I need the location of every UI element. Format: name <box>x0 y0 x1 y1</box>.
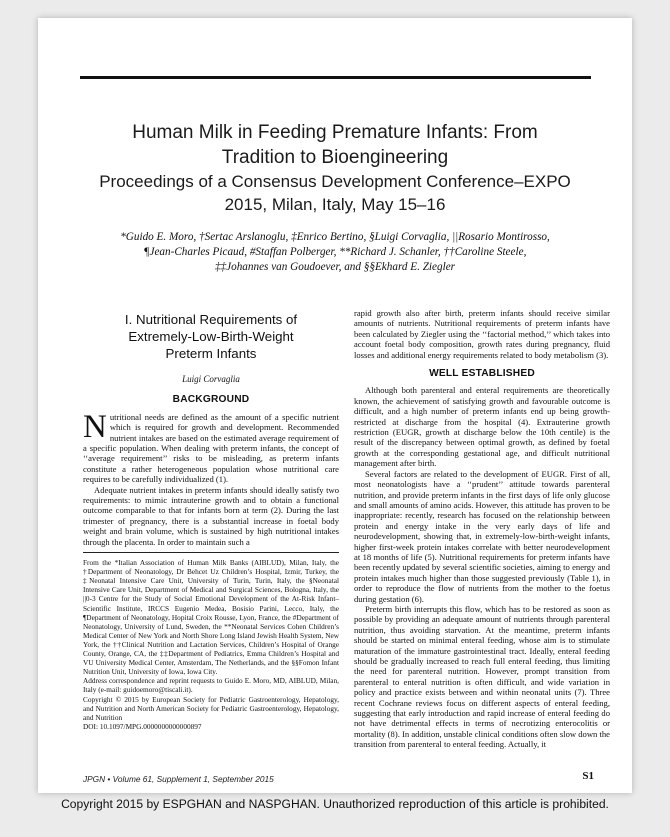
section-title <box>83 311 339 362</box>
section-title-line-1: I. Nutritional Requirements of <box>124 312 298 327</box>
section-author: Luigi Corvaglia <box>182 374 240 384</box>
paragraph: Preterm birth interrupts this flow, which has to be restored as soon as possible by providing an adequate amount of nutrients through parenteral nutrition, thus avoiding starvation. At the meantime, preterm infants should be started on minimal enteral feeding, whose aim is to stimulate maturation of the immature gastrointestinal tract. Ideally, enteral feeding should be gradually increased to reach full enteral feeding, thus limiting the need for parenteral nutrition. However, prompt transition from parenteral to enteral nutrition is often difficult, and wide variation in policy and practice exists between and within neonatal units (7). Three recent Cochrane reviews focus on different aspects of enteral feeding, suggesting that early introduction and rapid increase of enteral feeding do not have detrimental effects in terms of necrotizing enterocolitis or mortality (8). In addition, unstable clinical conditions often slow down the transition from parenteral to enteral feeding. Actually, it <box>354 603 610 750</box>
well-established-heading: WELL ESTABLISHED <box>429 368 535 380</box>
article-page <box>38 18 632 793</box>
drop-cap: N <box>83 408 107 445</box>
subtitle-line-2: 2015, Milan, Italy, May 15–16 <box>224 195 446 214</box>
authors-line-2: ¶Jean-Charles Picaud, #Staffan Polberger, **Richard J. Schanler, ††Caroline Steele, <box>143 246 527 258</box>
header-rule <box>80 76 591 79</box>
doi-note: DOI: 10.1097/MPG.0000000000000897 <box>83 721 202 731</box>
author-list <box>78 230 592 275</box>
article-title <box>68 120 602 216</box>
section-title-line-3: Preterm Infants <box>165 346 257 361</box>
page-number: S1 <box>582 770 594 782</box>
journal-footer: JPGN • Volume 61, Supplement 1, September 2015 <box>83 774 274 784</box>
authors-line-3: ‡‡Johannes van Goudoever, and §§Ekhard E. Ziegler <box>214 261 456 273</box>
affiliations-note: From the *Italian Association of Human Milk Banks (AIBLUD), Milan, Italy, the †Department of Neonatology, Dr Behcet Uz Children’s Hospital, Izmir, Turkey, the ‡Neonatal Intensive Care Unit, University of Turin, Turin, Italy, the §Neonatal Intensive Care Unit, Department of Medical and Surgical Sciences, Bologna, Italy, the ||0-3 Centre for the Study of Social Emotional Development of the At-Risk Infant–Scientific Institute, IRCCS Eugenio Medea, Bosisio Parini, Lecco, Italy, the ¶Department of Neonatology, Hopital Croix Rousse, Lyon, France, the #Department of Neonatology, University of Lund, Sweden, the **Neonatal Services Cohen Children’s Medical Center of New York and North Shore Long Island Jewish Health System, New York, the ††Clinical Nutrition and Lactation Services, Children’s Hospital of Orange County, Orange, CA, the ‡‡Department of Pediatrics, Emma Children’s Hospital and VU University Medical Center, Amsterdam, The Netherlands, and the §§Fomon Infant Nutrition Unit, University of Iowa, Iowa City. <box>83 558 339 677</box>
paragraph <box>83 408 339 485</box>
paragraph: Although both parenteral and enteral requirements are theoretically known, the achievement of satisfying growth and favourable outcome is difficult, and a high number of preterm infants end up being growth-restricted at discharge from the hospital (4). Extrauterine growth restriction (EUGR, growth at discharge below the 10th centile) is the result of the discrepancy between optimal growth, as defined by foetal growth at the corresponding gestational age, and difficult nutritional management after birth. <box>354 385 610 469</box>
subtitle-line-1: Proceedings of a Consensus Development Conference–EXPO <box>99 172 571 191</box>
footnote-rule <box>83 552 339 553</box>
background-heading: BACKGROUND <box>172 394 250 406</box>
paragraph-text: utritional needs are defined as the amount of a specific nutrient which is required for growth and development. Recommended nutrient intakes are based on the estimated average requirement of a specific population. When dealing with preterm infants, the concept of ‘‘average requirement’’ risks to be misleading, as preterm infants constitute a rather heterogeneous population whose nutritional care requires to be carefully individualized (1). <box>83 411 339 485</box>
section-title-line-2: Extremely-Low-Birth-Weight <box>128 329 294 344</box>
authors-line-1: *Guido E. Moro, †Sertac Arslanoglu, ‡Enrico Bertino, §Luigi Corvaglia, ||Rosario Montirosso, <box>120 231 550 243</box>
correspondence-note: Address correspondence and reprint requests to Guido E. Moro, MD, AIBLUD, Milan, Italy (e-mail: guidoemoro@tiscali.it). <box>83 676 339 695</box>
copyright-notice: Copyright 2015 by ESPGHAN and NASPGHAN. Unauthorized reproduction of this article is prohibited. <box>61 797 609 811</box>
paragraph: Adequate nutrient intakes in preterm infants should ideally satisfy two requirements: to mimic intrauterine growth and to obtain a functional outcome comparable to that for infants born at term (2). During the last trimester of pregnancy, there is a substantial increase in foetal body weight and brain volume, which is sustained by high nutritional intakes through the placenta. In order to maintain such a <box>83 484 339 547</box>
footnotes <box>83 558 339 731</box>
title-line-1: Human Milk in Feeding Premature Infants: From <box>132 122 538 143</box>
right-column <box>354 308 610 750</box>
copyright-note: Copyright © 2015 by European Society for Pediatric Gastroenterology, Hepatology, and Nutrition and North American Society for Pediatric Gastroenterology, Hepatology, and Nutrition <box>83 694 339 722</box>
left-column <box>83 308 339 731</box>
paragraph: rapid growth also after birth, preterm infants should receive similar amounts of nutrients. Nutritional requirements of preterm infants have been calculated by Ziegler using the ‘‘factorial method,’’ which takes into account foetal body composition, growth rates during pregnancy, fluid losses and additional energy requirements related to body metabolism (3). <box>354 308 610 360</box>
paragraph: Several factors are related to the development of EUGR. First of all, most neonatologists have a ‘‘prudent’’ attitude towards parenteral nutrition, and provide preterm infants in the first days of life only glucose and small amounts of amino acids. However, this attitude has proven to be inappropriate: recently, research has focused on the relationship between protein and energy intake in the very early days of life and neurodevelopment, showing that, in extremely-low-birth-weight infants, higher first-week protein intakes correlate with better neurodevelopment at 18 months of life (5). Nutritional requirements for preterm infants have been recently updated by several scientific societies, aiming to energy and protein intakes much higher than those suggested previously (Table 1), in order to reproduce the flow of nutrients from the mother to the foetus during gestation (6). <box>354 468 610 604</box>
title-line-2: Tradition to Bioengineering <box>221 147 449 168</box>
